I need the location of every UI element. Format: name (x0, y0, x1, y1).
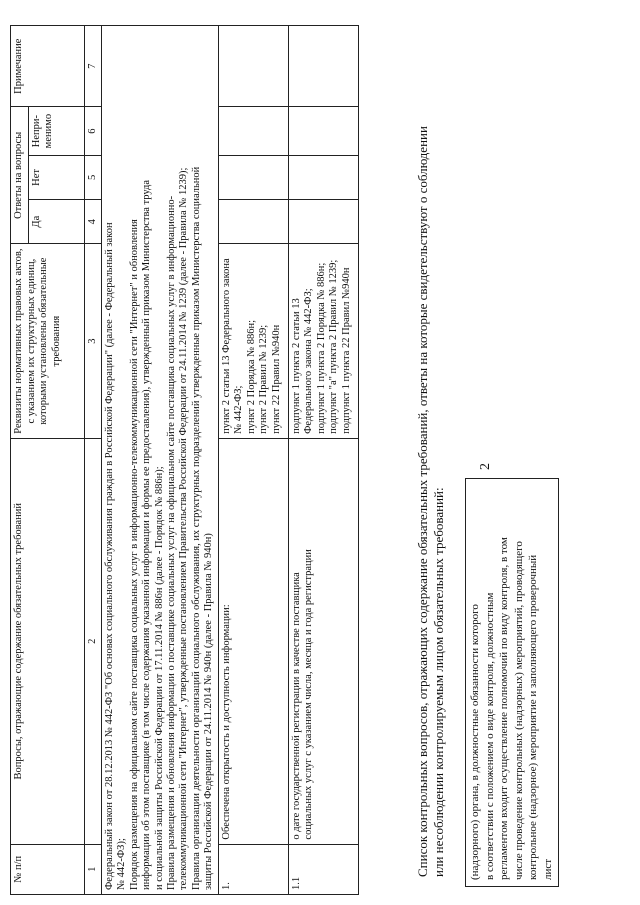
ref-line: пункт 2 Порядка № 886н; (245, 319, 257, 434)
heading-line: Список контрольных вопросов, отражающих содержание обязательных требований, ответы на которые свидетельствуют о соблюдении (415, 126, 430, 877)
ref-line: пункт 2 статьи 13 Федерального закона (220, 258, 232, 434)
ref-line: подпункт 1 пункта 2 статьи 13 (290, 298, 302, 434)
law-line: Федеральный закон от 28.12.2013 № 442-ФЗ "Об основах социального обслуживания граждан в Российской Федерации" (далее - Федеральный закон (104, 222, 115, 890)
heading-line: или несоблюдении контролируемым лицом обязательных требований: (431, 487, 446, 877)
answer-no-cell[interactable] (218, 155, 288, 199)
note-cell[interactable] (218, 26, 288, 107)
law-line: информации об этом поставщике (в том числе содержания указанной информации и формы ее предоставления), утвержденный приказом Министерства труда (141, 180, 153, 890)
header-no: Нет (28, 155, 84, 199)
ref-line: подпункт "а" пункта 2 Правил № 1239; (328, 259, 340, 434)
intro-line: лист (541, 858, 554, 880)
intro-line: контрольное (надзорное) мероприятие и заполняющего проверочный (527, 554, 540, 880)
table-row (218, 26, 288, 895)
intro-line: регламентом входит осуществление полномочий по виду контроля, в том (498, 537, 511, 880)
answer-yes-cell[interactable] (288, 200, 358, 244)
ref-line: подпункт 1 пункта 22 Правил №940н (340, 267, 352, 434)
row-refs (288, 244, 358, 439)
rotated-content (10, 15, 630, 895)
law-line: Правила размещения и обновления информации о поставщике социальных услуг на официальном сайте поставщика социальных услуг в информационно- (166, 195, 178, 890)
header-num: № п/п (11, 844, 85, 894)
legal-basis-row (102, 26, 219, 895)
header-note: Примечание (11, 26, 85, 107)
answer-na-cell[interactable] (218, 107, 288, 155)
question-line: о дате государственной регистрации в качестве поставщика (290, 572, 302, 840)
checklist-heading (415, 17, 447, 877)
table-row (288, 26, 358, 895)
header-requisites: Реквизиты нормативных правовых актов, с указанием их структурных единиц, которыми установлены обязательные требования (11, 244, 85, 439)
header-question: Вопросы, отражающие содержание обязательных требований (11, 438, 85, 844)
intro-line: числе проведение контрольных (надзорных) мероприятий, проводящего (512, 541, 525, 880)
ref-line: пункт 22 Правил №940н (270, 324, 282, 434)
header-na: Непри-менимо (28, 107, 84, 155)
note-cell[interactable] (288, 26, 358, 107)
answer-yes-cell[interactable] (218, 200, 288, 244)
row-refs (218, 244, 288, 439)
col-number: 7 (84, 26, 102, 107)
ref-line: № 442-ФЗ; (233, 385, 245, 434)
ref-line: пункт 2 Правил № 1239; (258, 324, 270, 434)
answer-na-cell[interactable] (288, 107, 358, 155)
ref-line: подпункт 1 пункта 2 Порядка № 886н; (315, 262, 327, 434)
checklist-table (10, 25, 359, 895)
question-line: социальных услуг с указанием числа, месяца и года регистрации (303, 549, 315, 840)
page-number: 2 (478, 463, 493, 470)
ref-line: Федерального закона № 442-ФЗ; (303, 288, 315, 434)
law-line: Правила организации деятельности организаций социального обслуживания, их структурных подразделений утвержденные приказом Министерства социальной (190, 166, 202, 890)
intro-line: в соответствии с положением о виде контроля, должностным (483, 592, 496, 880)
law-line: Порядок размещения на официальном сайте поставщика социальных услуг в информационно-телекоммуникационной сети "Интернет" и обновления (128, 219, 140, 890)
col-number: 4 (84, 200, 102, 244)
law-line: и социальной защиты Российской Федерации от 17.11.2014 № 886н (далее - Порядок № 886н); (153, 466, 165, 890)
col-number: 5 (84, 155, 102, 199)
col-number: 1 (84, 844, 102, 894)
law-line: защиты Российской Федерации от 24.11.2014 № 940н (далее - Правила № 940н) (203, 533, 215, 890)
row-question: Обеспечена открытость и доступность информации: (218, 438, 288, 844)
row-num: 1.1 (288, 844, 358, 894)
intro-line: (надзорного) органа, в должностные обязанности которого (469, 604, 481, 880)
header-answers: Ответы на вопросы (11, 107, 29, 244)
row-question (288, 438, 358, 844)
intro-fragment (465, 478, 559, 887)
col-number: 6 (84, 107, 102, 155)
col-number: 3 (84, 244, 102, 439)
law-line: телекоммуникационной сети "Интернет", утвержденные постановлением Правительства Российской Федерации от 24.11.2014 № 1239 (далее - Правила № 1239); (178, 167, 190, 890)
header-yes: Да (28, 200, 84, 244)
col-number: 2 (84, 438, 102, 844)
law-line: № 442-ФЗ); (116, 838, 128, 890)
answer-no-cell[interactable] (288, 155, 358, 199)
row-num: 1. (218, 844, 288, 894)
